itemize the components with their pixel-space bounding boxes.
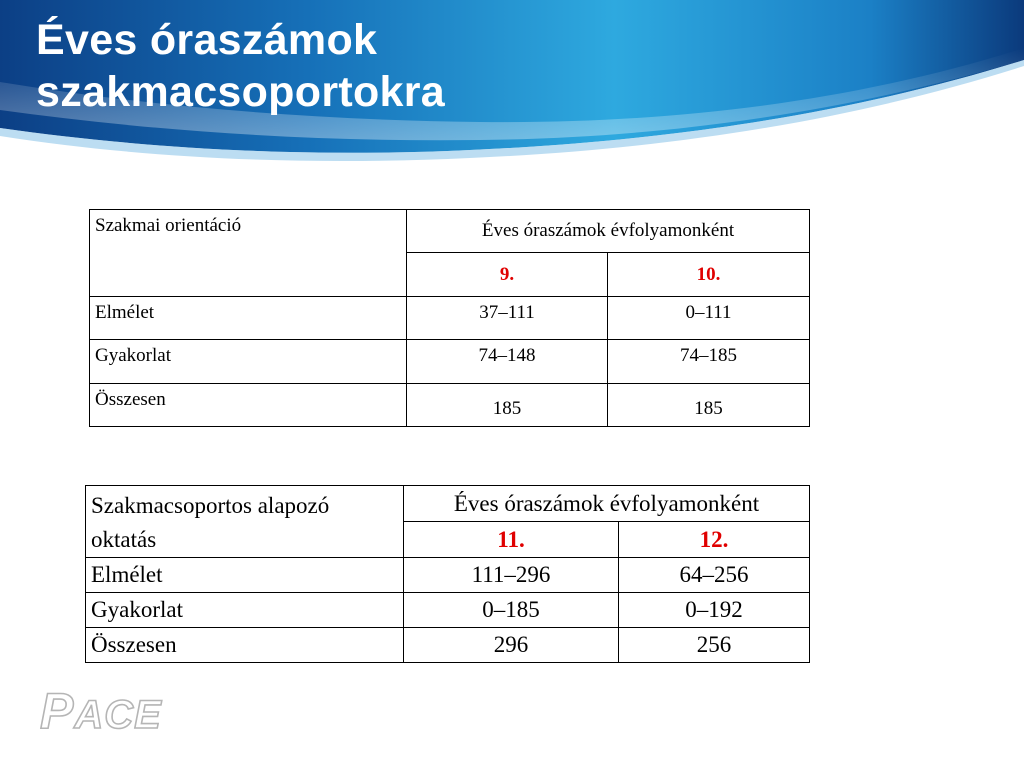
grade-header-cell: 11.: [404, 522, 619, 558]
table-cell: 0–111: [608, 296, 810, 339]
row-label-cell: Gyakorlat: [86, 593, 404, 628]
table-header-cell: Szakmai orientáció: [90, 210, 407, 297]
row-label-cell: Elmélet: [86, 558, 404, 593]
table-cell: 111–296: [404, 558, 619, 593]
table-header-cell: Szakmacsoportos alapozó oktatás: [86, 486, 404, 558]
hours-table-foundation: [85, 485, 810, 663]
table-cell: 185: [407, 383, 608, 426]
table-row: [86, 558, 810, 593]
table-row: [86, 628, 810, 663]
table-header-cell: Éves óraszámok évfolyamonként: [404, 486, 810, 522]
slide-title-line-2: szakmacsoportokra: [36, 68, 446, 116]
hours-table-orientation: [89, 209, 810, 427]
table-cell: 296: [404, 628, 619, 663]
table-row: [90, 210, 810, 253]
table-cell: 0–192: [619, 593, 810, 628]
table-row: [90, 296, 810, 339]
table-row: [90, 340, 810, 383]
slide-title: [36, 14, 445, 118]
table-cell: 37–111: [407, 296, 608, 339]
table-cell: 0–185: [404, 593, 619, 628]
row-label-cell: Összesen: [86, 628, 404, 663]
table-header-cell: Éves óraszámok évfolyamonként: [407, 210, 810, 253]
grade-header-cell: 10.: [608, 253, 810, 296]
table-row: [90, 383, 810, 426]
row-label-cell: Összesen: [90, 383, 407, 426]
grade-header-cell: 9.: [407, 253, 608, 296]
logo-initial: P: [40, 683, 75, 739]
grade-header-cell: 12.: [619, 522, 810, 558]
table-row: [86, 593, 810, 628]
table-cell: 185: [608, 383, 810, 426]
table-cell: 74–148: [407, 340, 608, 383]
table-cell: 74–185: [608, 340, 810, 383]
pace-logo: [40, 683, 162, 739]
table-cell: 64–256: [619, 558, 810, 593]
slide-title-line-1: Éves óraszámok: [36, 16, 378, 64]
row-label-cell: Gyakorlat: [90, 340, 407, 383]
logo-rest: ACE: [74, 693, 162, 737]
table-row: [86, 486, 810, 522]
table-cell: 256: [619, 628, 810, 663]
row-label-cell: Elmélet: [90, 296, 407, 339]
